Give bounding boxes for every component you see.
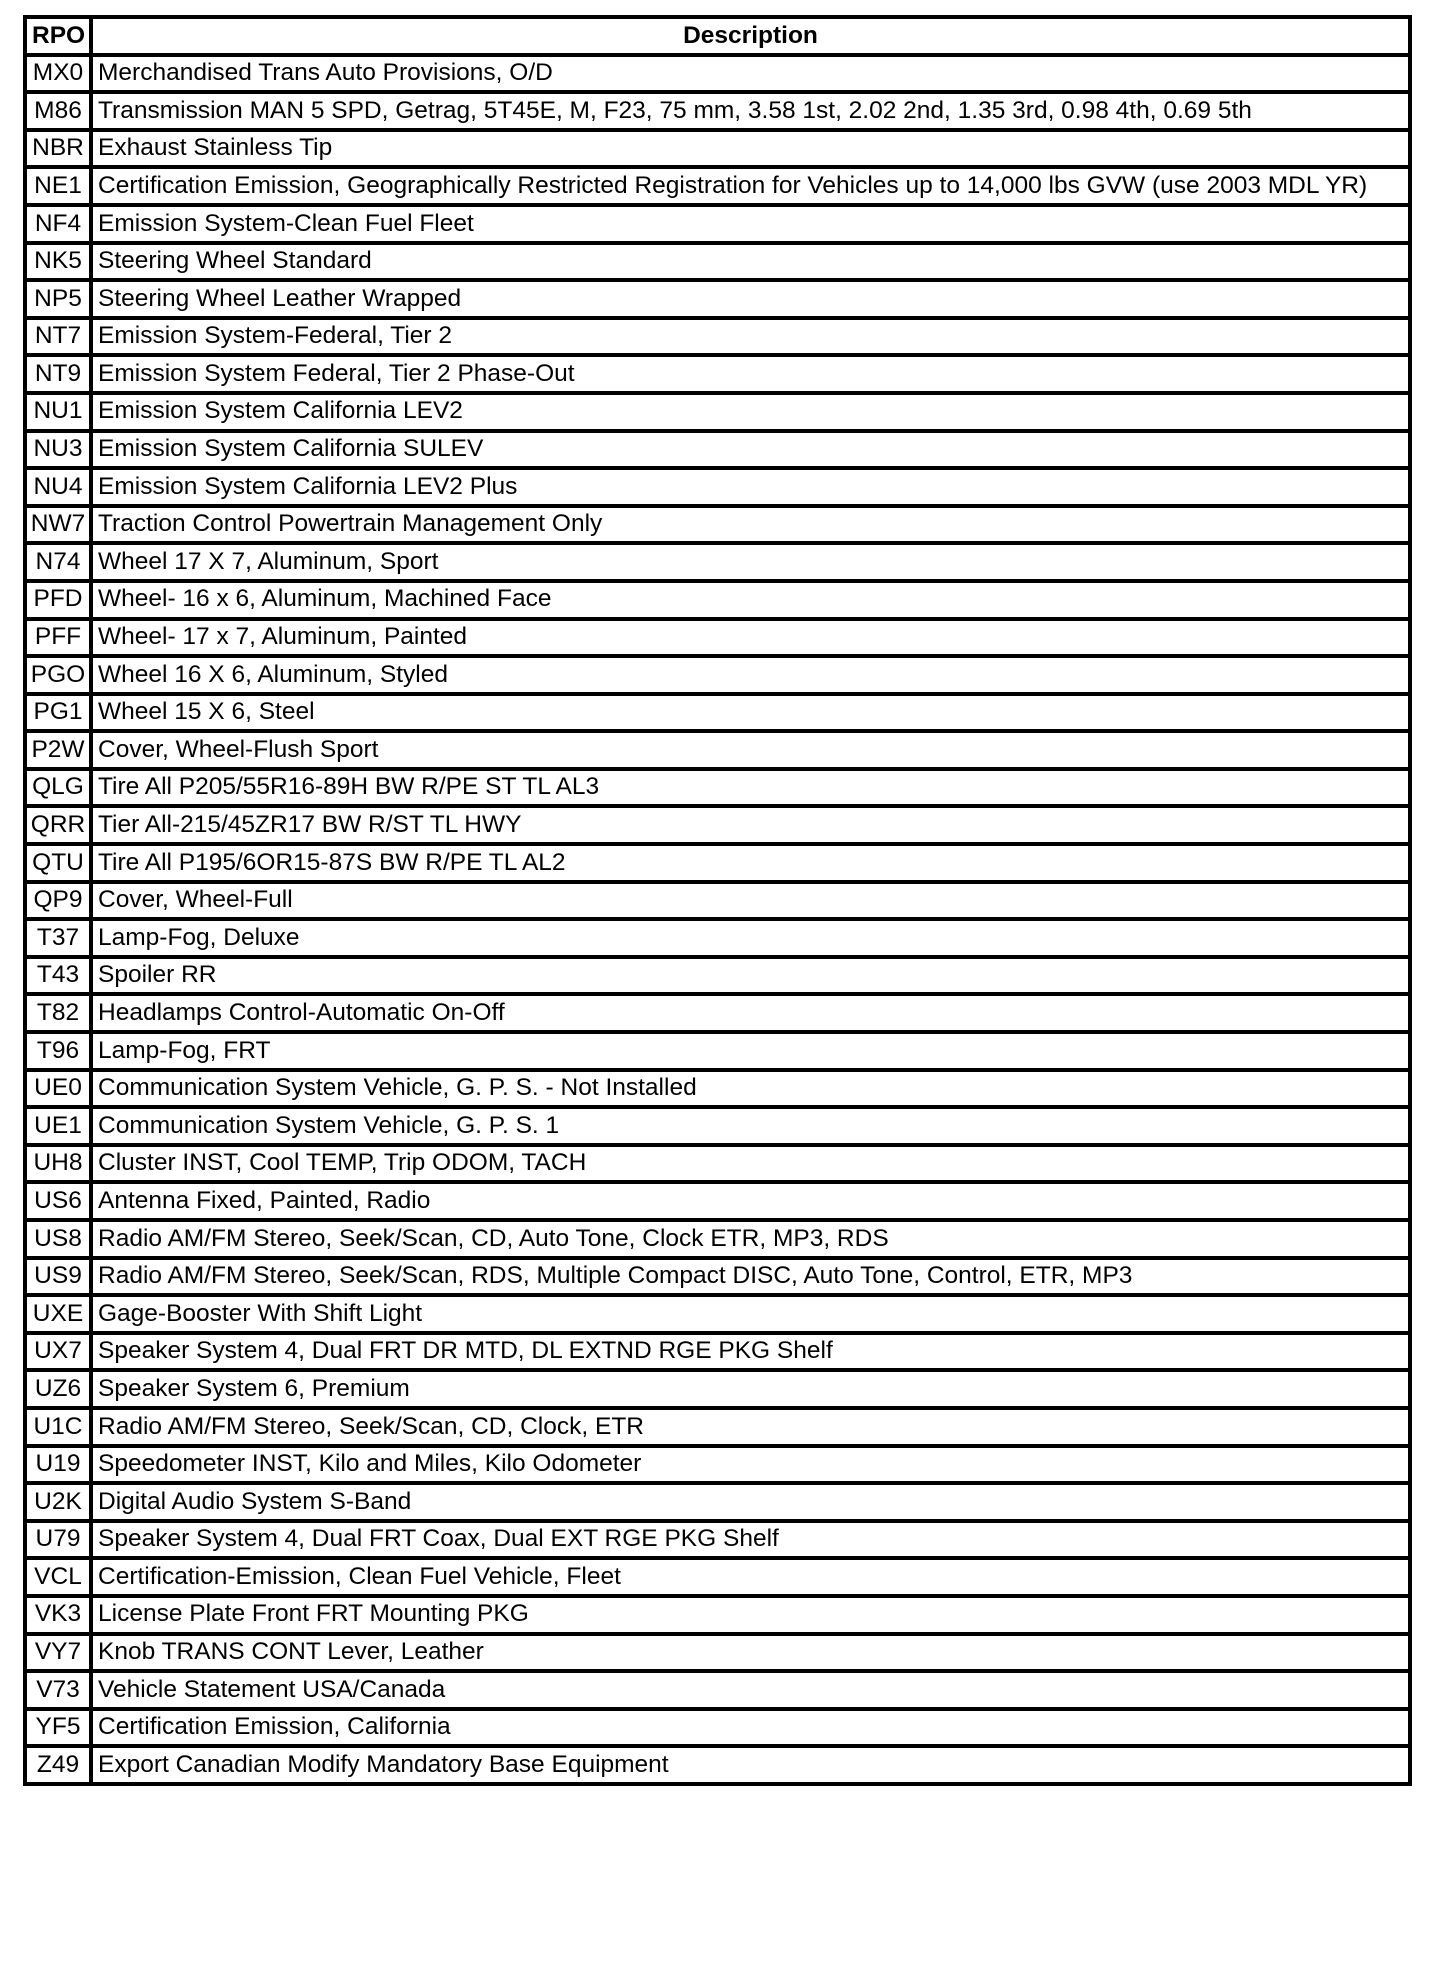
rpo-code-cell: PFF — [25, 619, 91, 657]
rpo-code-cell: NU3 — [25, 431, 91, 469]
description-cell: Lamp-Fog, Deluxe — [91, 919, 1410, 957]
description-cell: Speaker System 6, Premium — [91, 1370, 1410, 1408]
table-row — [25, 619, 1410, 657]
rpo-code-cell: NT7 — [25, 318, 91, 356]
table-row — [25, 957, 1410, 995]
table-row — [25, 919, 1410, 957]
description-cell: Wheel- 17 x 7, Aluminum, Painted — [91, 619, 1410, 657]
table-row — [25, 1408, 1410, 1446]
description-cell: Traction Control Powertrain Management Only — [91, 506, 1410, 544]
description-cell: Steering Wheel Leather Wrapped — [91, 280, 1410, 318]
description-cell: Wheel 17 X 7, Aluminum, Sport — [91, 543, 1410, 581]
table-row — [25, 1258, 1410, 1296]
table-row — [25, 1483, 1410, 1521]
description-cell: Certification-Emission, Clean Fuel Vehicle, Fleet — [91, 1558, 1410, 1596]
description-cell: License Plate Front FRT Mounting PKG — [91, 1596, 1410, 1634]
table-row — [25, 243, 1410, 281]
table-row — [25, 431, 1410, 469]
rpo-code-cell: UE0 — [25, 1070, 91, 1108]
table-row — [25, 1746, 1410, 1784]
rpo-code-cell: NU1 — [25, 393, 91, 431]
description-cell: Speedometer INST, Kilo and Miles, Kilo Odometer — [91, 1446, 1410, 1484]
description-cell: Communication System Vehicle, G. P. S. - Not Installed — [91, 1070, 1410, 1108]
rpo-code-cell: U19 — [25, 1446, 91, 1484]
table-row — [25, 769, 1410, 807]
rpo-code-cell: M86 — [25, 92, 91, 130]
rpo-code-cell: NP5 — [25, 280, 91, 318]
description-cell: Wheel- 16 x 6, Aluminum, Machined Face — [91, 581, 1410, 619]
table-row — [25, 1634, 1410, 1672]
description-cell: Cluster INST, Cool TEMP, Trip ODOM, TACH — [91, 1145, 1410, 1183]
rpo-code-cell: T82 — [25, 994, 91, 1032]
table-row — [25, 1107, 1410, 1145]
rpo-code-cell: UX7 — [25, 1333, 91, 1371]
table-row — [25, 844, 1410, 882]
table-row — [25, 167, 1410, 205]
rpo-code-cell: NF4 — [25, 205, 91, 243]
rpo-code-cell: V73 — [25, 1671, 91, 1709]
rpo-code-cell: NU4 — [25, 468, 91, 506]
rpo-code-cell: T37 — [25, 919, 91, 957]
table-row — [25, 994, 1410, 1032]
description-cell: Tire All P195/6OR15-87S BW R/PE TL AL2 — [91, 844, 1410, 882]
table-row — [25, 1333, 1410, 1371]
table-row — [25, 656, 1410, 694]
rpo-column-header: RPO — [25, 17, 91, 55]
table-row — [25, 205, 1410, 243]
description-cell: Wheel 15 X 6, Steel — [91, 694, 1410, 732]
description-cell: Tier All-215/45ZR17 BW R/ST TL HWY — [91, 806, 1410, 844]
table-row — [25, 1709, 1410, 1747]
table-row — [25, 130, 1410, 168]
table-header — [25, 17, 1410, 55]
table-row — [25, 806, 1410, 844]
description-cell: Emission System California LEV2 — [91, 393, 1410, 431]
description-cell: Transmission MAN 5 SPD, Getrag, 5T45E, M, F23, 75 mm, 3.58 1st, 2.02 2nd, 1.35 3rd, 0.98 4th, 0.69 5th — [91, 92, 1410, 130]
table-row — [25, 506, 1410, 544]
rpo-code-cell: UXE — [25, 1295, 91, 1333]
description-cell: Export Canadian Modify Mandatory Base Equipment — [91, 1746, 1410, 1784]
table-row — [25, 92, 1410, 130]
description-cell: Merchandised Trans Auto Provisions, O/D — [91, 55, 1410, 93]
table-row — [25, 581, 1410, 619]
table-row — [25, 393, 1410, 431]
description-cell: Emission System California LEV2 Plus — [91, 468, 1410, 506]
table-body — [25, 55, 1410, 1784]
table-row — [25, 1558, 1410, 1596]
table-row — [25, 280, 1410, 318]
rpo-code-cell: PGO — [25, 656, 91, 694]
table-row — [25, 731, 1410, 769]
rpo-code-cell: UZ6 — [25, 1370, 91, 1408]
rpo-code-cell: N74 — [25, 543, 91, 581]
rpo-code-cell: QLG — [25, 769, 91, 807]
description-cell: Emission System-Federal, Tier 2 — [91, 318, 1410, 356]
rpo-code-cell: NT9 — [25, 355, 91, 393]
description-cell: Emission System-Clean Fuel Fleet — [91, 205, 1410, 243]
description-cell: Digital Audio System S-Band — [91, 1483, 1410, 1521]
table-row — [25, 1671, 1410, 1709]
description-cell: Speaker System 4, Dual FRT DR MTD, DL EXTND RGE PKG Shelf — [91, 1333, 1410, 1371]
description-cell: Cover, Wheel-Flush Sport — [91, 731, 1410, 769]
description-cell: Tire All P205/55R16-89H BW R/PE ST TL AL3 — [91, 769, 1410, 807]
rpo-code-cell: NK5 — [25, 243, 91, 281]
table-row — [25, 1596, 1410, 1634]
description-cell: Radio AM/FM Stereo, Seek/Scan, CD, Auto Tone, Clock ETR, MP3, RDS — [91, 1220, 1410, 1258]
rpo-code-cell: T43 — [25, 957, 91, 995]
table-row — [25, 355, 1410, 393]
table-row — [25, 1145, 1410, 1183]
description-cell: Antenna Fixed, Painted, Radio — [91, 1182, 1410, 1220]
table-row — [25, 468, 1410, 506]
rpo-code-cell: VCL — [25, 1558, 91, 1596]
header-row — [25, 17, 1410, 55]
table-row — [25, 1032, 1410, 1070]
rpo-code-cell: NE1 — [25, 167, 91, 205]
description-cell: Headlamps Control-Automatic On-Off — [91, 994, 1410, 1032]
rpo-code-cell: U1C — [25, 1408, 91, 1446]
rpo-code-cell: VK3 — [25, 1596, 91, 1634]
table-row — [25, 543, 1410, 581]
table-row — [25, 694, 1410, 732]
table-row — [25, 1070, 1410, 1108]
description-cell: Vehicle Statement USA/Canada — [91, 1671, 1410, 1709]
rpo-code-cell: U2K — [25, 1483, 91, 1521]
rpo-code-cell: US8 — [25, 1220, 91, 1258]
rpo-code-cell: Z49 — [25, 1746, 91, 1784]
description-cell: Certification Emission, California — [91, 1709, 1410, 1747]
rpo-code-cell: US9 — [25, 1258, 91, 1296]
table-row — [25, 55, 1410, 93]
rpo-code-cell: QRR — [25, 806, 91, 844]
rpo-code-cell: NW7 — [25, 506, 91, 544]
rpo-code-cell: PG1 — [25, 694, 91, 732]
rpo-code-cell: YF5 — [25, 1709, 91, 1747]
rpo-code-cell: NBR — [25, 130, 91, 168]
table-row — [25, 1521, 1410, 1559]
table-row — [25, 882, 1410, 920]
description-cell: Knob TRANS CONT Lever, Leather — [91, 1634, 1410, 1672]
description-cell: Emission System California SULEV — [91, 431, 1410, 469]
table-row — [25, 1220, 1410, 1258]
rpo-code-cell: QTU — [25, 844, 91, 882]
description-cell: Emission System Federal, Tier 2 Phase-Out — [91, 355, 1410, 393]
description-column-header: Description — [91, 17, 1410, 55]
rpo-code-cell: US6 — [25, 1182, 91, 1220]
table-row — [25, 1182, 1410, 1220]
table-row — [25, 1446, 1410, 1484]
description-cell: Gage-Booster With Shift Light — [91, 1295, 1410, 1333]
rpo-table — [23, 15, 1412, 1786]
rpo-code-cell: VY7 — [25, 1634, 91, 1672]
rpo-code-cell: MX0 — [25, 55, 91, 93]
rpo-code-cell: P2W — [25, 731, 91, 769]
rpo-code-cell: QP9 — [25, 882, 91, 920]
description-cell: Speaker System 4, Dual FRT Coax, Dual EXT RGE PKG Shelf — [91, 1521, 1410, 1559]
description-cell: Cover, Wheel-Full — [91, 882, 1410, 920]
rpo-code-cell: U79 — [25, 1521, 91, 1559]
rpo-code-cell: UH8 — [25, 1145, 91, 1183]
description-cell: Radio AM/FM Stereo, Seek/Scan, CD, Clock, ETR — [91, 1408, 1410, 1446]
rpo-code-cell: PFD — [25, 581, 91, 619]
table-row — [25, 318, 1410, 356]
description-cell: Certification Emission, Geographically Restricted Registration for Vehicles up to 14,000 lbs GVW (use 2003 MDL YR) — [91, 167, 1410, 205]
table-row — [25, 1295, 1410, 1333]
description-cell: Lamp-Fog, FRT — [91, 1032, 1410, 1070]
rpo-code-cell: T96 — [25, 1032, 91, 1070]
description-cell: Wheel 16 X 6, Aluminum, Styled — [91, 656, 1410, 694]
description-cell: Exhaust Stainless Tip — [91, 130, 1410, 168]
rpo-code-cell: UE1 — [25, 1107, 91, 1145]
description-cell: Spoiler RR — [91, 957, 1410, 995]
table-row — [25, 1370, 1410, 1408]
description-cell: Communication System Vehicle, G. P. S. 1 — [91, 1107, 1410, 1145]
description-cell: Steering Wheel Standard — [91, 243, 1410, 281]
description-cell: Radio AM/FM Stereo, Seek/Scan, RDS, Multiple Compact DISC, Auto Tone, Control, ETR, MP3 — [91, 1258, 1410, 1296]
